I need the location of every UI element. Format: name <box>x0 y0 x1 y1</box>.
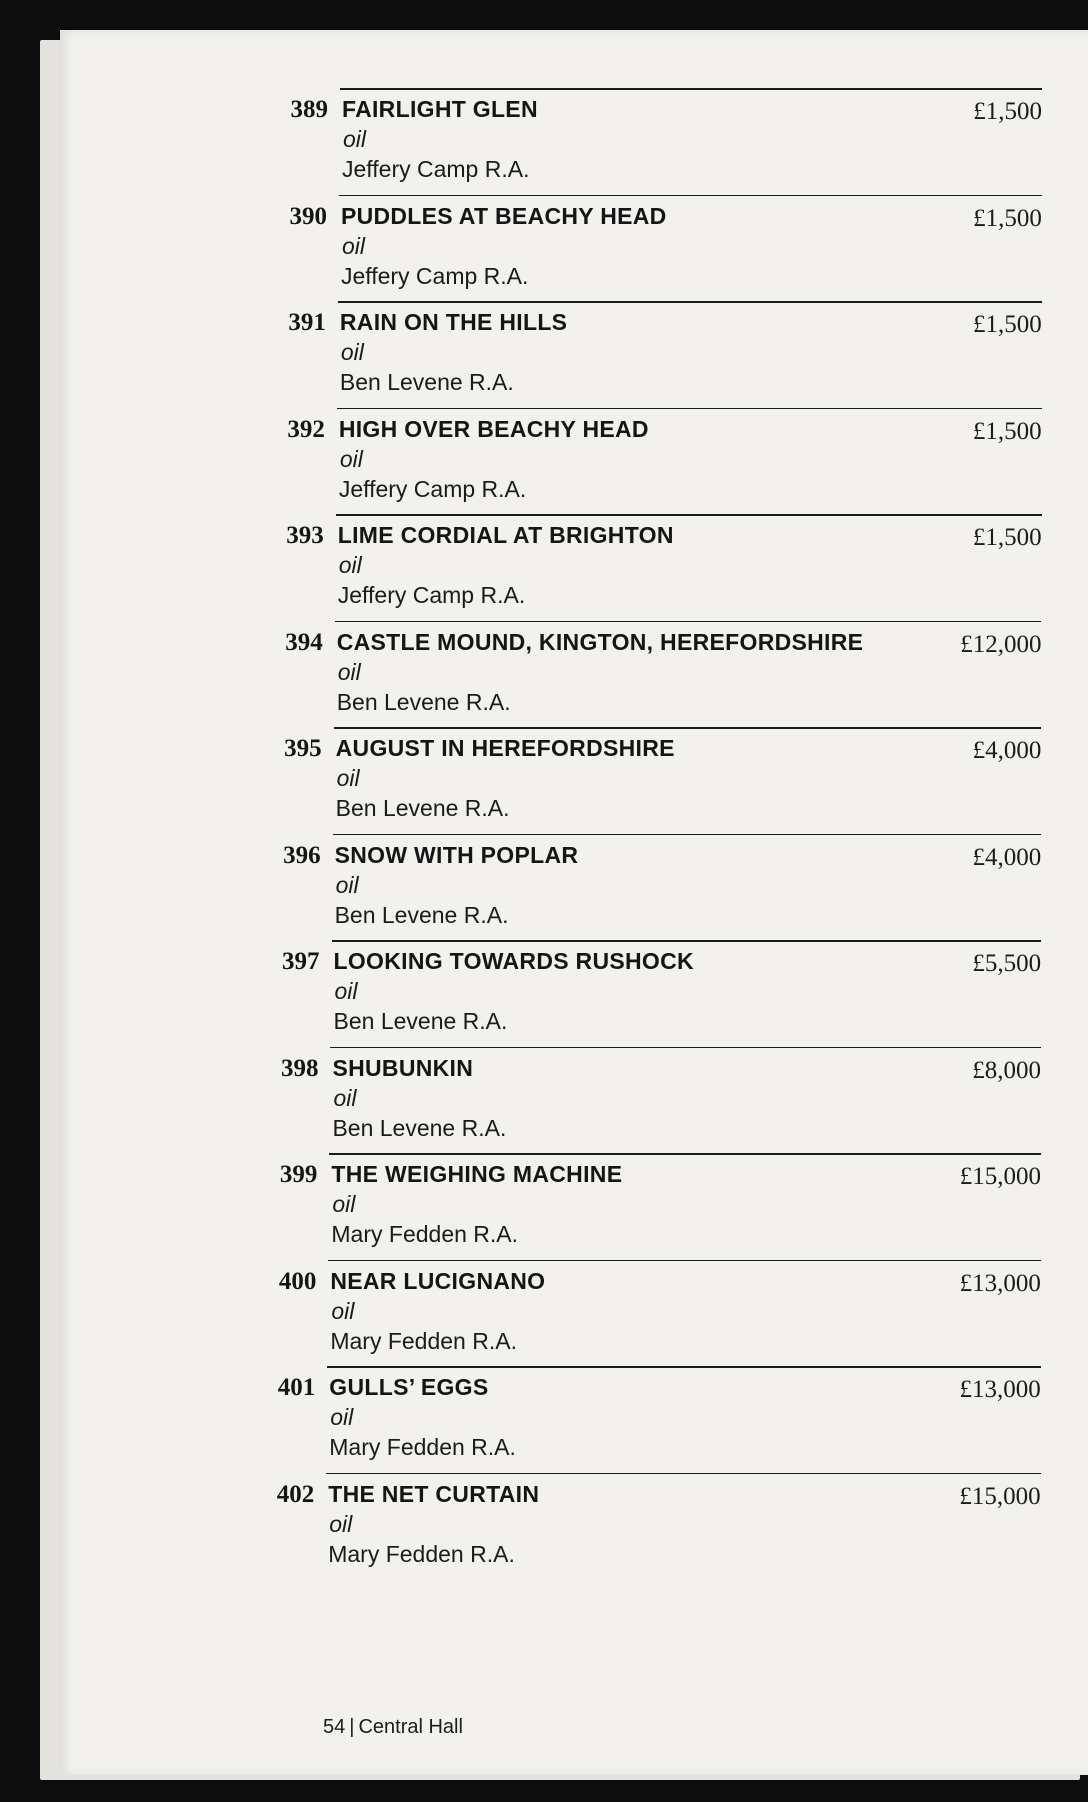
entry-divider <box>332 940 1042 942</box>
entry-medium: oil <box>343 126 367 152</box>
entry-number: 400 <box>278 1267 317 1295</box>
entry-divider <box>328 1260 1041 1262</box>
entry-medium: oil <box>331 1297 355 1324</box>
entry-artist: Ben Levene R.A. <box>335 795 510 821</box>
catalogue-entry <box>0 301 1042 407</box>
entry-title: SNOW WITH POPLAR <box>334 841 579 868</box>
entry-artist: Ben Levene R.A. <box>333 1008 508 1034</box>
entry-medium: oil <box>333 1084 357 1111</box>
entry-divider <box>339 195 1042 197</box>
entry-medium: oil <box>335 871 359 898</box>
entry-divider <box>340 88 1042 90</box>
entry-number: 401 <box>277 1374 316 1401</box>
entry-price: £1,500 <box>973 204 1042 232</box>
catalogue-entry <box>0 514 1042 620</box>
entry-title: GULLS’ EGGS <box>329 1374 489 1400</box>
entry-price: £15,000 <box>959 1482 1041 1510</box>
catalogue-entry <box>0 195 1042 301</box>
entry-title: PUDDLES AT BEACHY HEAD <box>340 202 667 229</box>
catalogue-entry <box>0 940 1041 1046</box>
entry-medium: oil <box>337 658 361 685</box>
catalogue-entry <box>0 1366 1041 1472</box>
entry-artist: Ben Levene R.A. <box>332 1114 507 1141</box>
entry-number: 398 <box>280 1054 319 1082</box>
entry-number: 399 <box>279 1161 318 1188</box>
entry-medium: oil <box>329 1510 353 1537</box>
catalogue-entry <box>0 727 1041 833</box>
entry-artist: Mary Fedden R.A. <box>329 1434 516 1460</box>
entry-artist: Jeffery Camp R.A. <box>342 156 530 182</box>
entry-title: FAIRLIGHT GLEN <box>342 96 538 122</box>
entry-artist: Ben Levene R.A. <box>339 369 514 395</box>
entry-price: £13,000 <box>959 1376 1041 1403</box>
entry-artist: Ben Levene R.A. <box>334 901 509 928</box>
entry-number: 395 <box>284 735 322 762</box>
entry-medium: oil <box>339 445 363 472</box>
entry-price: £1,500 <box>972 417 1042 445</box>
entry-price: £15,000 <box>959 1163 1041 1190</box>
entry-divider <box>335 621 1042 623</box>
catalogue-entry <box>0 1260 1041 1366</box>
entry-number: 397 <box>282 948 320 975</box>
entry-price: £8,000 <box>972 1056 1042 1084</box>
entry-divider <box>329 1153 1041 1155</box>
entry-title: THE NET CURTAIN <box>328 1480 540 1507</box>
entry-divider <box>338 301 1042 303</box>
entry-artist: Mary Fedden R.A. <box>331 1221 519 1247</box>
entry-number: 389 <box>290 96 328 123</box>
entry-artist: Jeffery Camp R.A. <box>338 475 527 502</box>
entry-divider <box>326 1473 1040 1475</box>
entry-divider <box>330 1047 1041 1049</box>
entry-number: 396 <box>283 841 321 869</box>
entry-price: £1,500 <box>972 524 1042 551</box>
entry-title: HIGH OVER BEACHY HEAD <box>338 415 649 442</box>
entry-number: 390 <box>289 202 327 230</box>
entry-medium: oil <box>334 978 358 1004</box>
footer-section-name: Central Hall <box>358 1716 463 1738</box>
catalogue-entry <box>0 834 1041 940</box>
footer-separator: | <box>349 1716 355 1738</box>
entry-title: AUGUST IN HEREFORDSHIRE <box>335 735 675 761</box>
entry-artist: Jeffery Camp R.A. <box>340 262 529 289</box>
entry-medium: oil <box>340 339 364 365</box>
entry-medium: oil <box>336 765 360 791</box>
entry-divider <box>337 408 1042 410</box>
catalogue-entry <box>0 408 1042 514</box>
catalogue-entry <box>0 1153 1041 1259</box>
entry-price: £5,500 <box>972 950 1042 977</box>
entry-artist: Mary Fedden R.A. <box>328 1540 515 1567</box>
entry-medium: oil <box>341 232 365 259</box>
entry-title: LOOKING TOWARDS RUSHOCK <box>333 948 694 974</box>
page-footer <box>323 1716 463 1739</box>
entry-medium: oil <box>332 1191 356 1217</box>
entry-medium: oil <box>338 552 362 578</box>
entry-number: 391 <box>288 309 326 336</box>
entry-number: 394 <box>285 628 323 656</box>
entry-price: £12,000 <box>960 630 1042 658</box>
entry-divider <box>333 834 1042 836</box>
entry-price: £4,000 <box>972 737 1042 764</box>
entry-price: £1,500 <box>973 98 1042 125</box>
entry-price: £4,000 <box>972 843 1042 871</box>
entry-price: £13,000 <box>959 1269 1041 1297</box>
entry-divider <box>327 1366 1040 1368</box>
entry-title: LIME CORDIAL AT BRIGHTON <box>337 522 674 548</box>
entry-artist: Jeffery Camp R.A. <box>337 582 526 608</box>
entry-title: SHUBUNKIN <box>332 1054 474 1081</box>
entry-artist: Mary Fedden R.A. <box>330 1327 517 1354</box>
entry-divider <box>334 727 1042 729</box>
entry-medium: oil <box>330 1404 354 1430</box>
entry-number: 392 <box>287 415 325 443</box>
catalogue-entry <box>0 1473 1041 1579</box>
entry-number: 393 <box>286 522 324 549</box>
footer-page-number: 54 <box>323 1716 346 1738</box>
entry-artist: Ben Levene R.A. <box>336 688 511 715</box>
entry-title: THE WEIGHING MACHINE <box>331 1161 623 1187</box>
entry-title: NEAR LUCIGNANO <box>330 1267 546 1294</box>
entry-title: CASTLE MOUND, KINGTON, HEREFORDSHIRE <box>336 628 864 655</box>
entry-title: RAIN ON THE HILLS <box>339 309 568 335</box>
entry-number: 402 <box>276 1480 315 1508</box>
catalogue-entry <box>0 1047 1041 1153</box>
entry-price: £1,500 <box>973 311 1042 338</box>
entry-divider <box>336 514 1042 516</box>
catalogue-entry <box>0 621 1041 727</box>
catalogue-entry <box>0 88 1042 194</box>
